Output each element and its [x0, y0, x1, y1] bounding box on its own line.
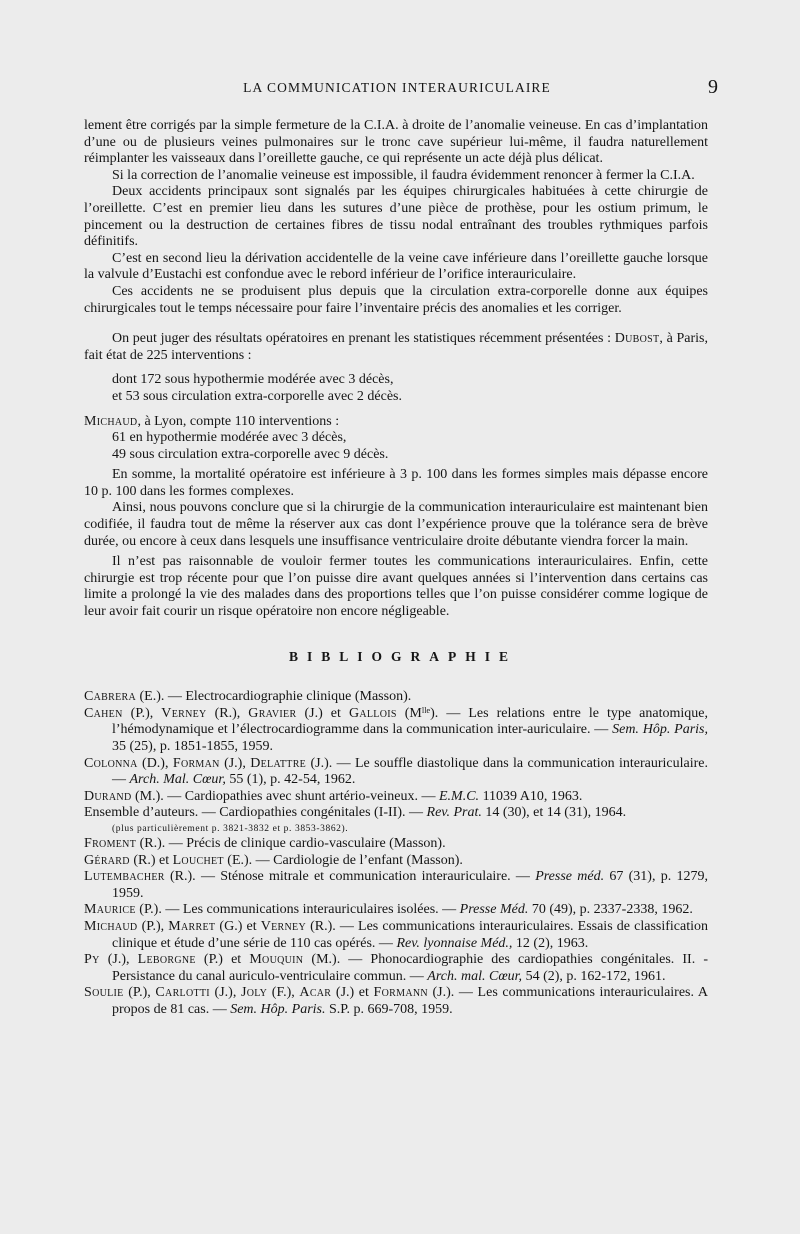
bibliography-entry	[84, 836, 708, 853]
journal-title: Arch. mal. Cœur,	[427, 968, 523, 984]
author-name: Louchet	[172, 852, 224, 868]
entry-text: (P.) et	[195, 952, 250, 968]
journal-title: Arch. Mal. Cœur,	[129, 772, 226, 788]
bibliography-entry	[84, 869, 708, 902]
paragraph: Il n’est pas raisonnable de vouloir fermer toutes les communications interauriculaires. Enfin, cette chirurgie est trop récente pour que l’on puisse dire avant quelques années si l’intervention dans certains cas limite a prolongé la vie des malades dans des proportions telles que l’on puisse considérer comme logique de leur avoir fait courir un risque opératoire non encore négligeable.	[84, 554, 708, 620]
author-name: Acar	[299, 985, 332, 1001]
running-title: LA COMMUNICATION INTERAURICULAIRE	[243, 80, 551, 95]
entry-text: (J.) et	[331, 985, 374, 1001]
paragraph-statistics	[84, 414, 708, 431]
entry-text: (M.). — Phonocardiographie des cardiopathies congénitales. II. - Persistance du canal auriculo-ventriculaire commun. —	[112, 952, 708, 984]
bibliography-entry	[84, 985, 708, 1018]
journal-title: Sem. Hôp. Paris,	[612, 722, 708, 738]
author-name: Maurice	[84, 902, 136, 918]
statistics-text: , à Paris, fait état de 225 interventions :	[84, 331, 709, 363]
author-name: Lutembacher	[84, 869, 165, 885]
author-name: Joly	[240, 985, 268, 1001]
paragraph: Ces accidents ne se produisent plus depuis que la circulation extra-corporelle donne aux équipes chirurgicales tout le temps nécessaire pour faire l’inventaire précis des anomalies et les corriger.	[84, 283, 708, 316]
journal-title: Presse Méd.	[459, 902, 529, 918]
paragraph: Si la correction de l’anomalie veineuse est impossible, il faudra évidemment renoncer à fermer la C.I.A.	[112, 167, 695, 183]
author-name: Formann	[373, 985, 428, 1001]
author-name: Cahen	[84, 705, 123, 721]
statistics-line: dont 172 sous hypothermie modérée avec 3 décès,	[112, 372, 394, 388]
journal-title: Sem. Hôp. Paris.	[230, 1001, 326, 1017]
entry-text: (E.). — Cardiologie de l’enfant (Masson).	[223, 852, 463, 868]
entry-text: 35 (25), p. 1851-1855, 1959.	[112, 739, 273, 754]
entry-text: (J.),	[219, 755, 251, 771]
entry-text: (J.),	[209, 985, 241, 1001]
author-name: Gérard	[84, 852, 130, 868]
entry-text: (J.). — Les communications interauriculaires. A propos de 81 cas. —	[112, 985, 708, 1017]
author-name: Leborgne	[137, 952, 196, 968]
bibliography-entry	[84, 689, 708, 706]
paragraph: C’est en second lieu la dérivation accidentelle de la veine cave inférieure dans l’oreillette gauche lorsque la valvule d’Eustachi est confondue avec le rebord inférieur de l’orifice interauriculaire.	[84, 250, 708, 283]
page-number: 9	[708, 76, 718, 98]
author-name: Verney	[260, 918, 306, 934]
bibliography-list	[84, 689, 708, 1018]
entry-text: 14 (30), et 14 (31), 1964.	[481, 805, 627, 821]
journal-title: E.M.C.	[439, 788, 480, 804]
statistics-line: 49 sous circulation extra-corporelle avec 9 décès.	[112, 446, 389, 462]
statistics-lead: On peut juger des résultats opératoires en prenant les statistiques récemment présentées :	[112, 331, 612, 347]
author-name: Colonna	[84, 755, 138, 771]
entry-text: S.P. p. 669-708, 1959.	[325, 1001, 453, 1017]
entry-text: 55 (1), p. 42-54, 1962.	[225, 772, 356, 788]
author-name: Durand	[84, 788, 132, 804]
paragraph-statistics	[84, 331, 708, 364]
entry-text: 54 (2), p. 162-172, 1961.	[522, 968, 666, 984]
paragraph: lement être corrigés par la simple fermeture de la C.I.A. à droite de l’anomalie veineuse. En cas d’implantation d’une ou de plusieurs veines pulmonaires sur le tronc cave supérieur lui-même, il faudra naturellement réimplanter les vaisseaux dans l’oreillette gauche, ce qui représente un acte déjà plus délicat.	[84, 118, 708, 167]
entry-text: (P.),	[123, 985, 156, 1001]
journal-title: Rev. Prat.	[426, 805, 482, 821]
statistics-text: , à Lyon, compte 110 interventions :	[137, 413, 340, 429]
paragraph: Ainsi, nous pouvons conclure que si la chirurgie de la communication interauriculaire est maintenant bien codifiée, il faudra tout de même la réserver aux cas dont l’expérience prouve que la tolérance sera de brève durée, ou encore à ceux dans lesquels une insuffisance ventriculaire droite débutante viendra forcer la main.	[84, 500, 708, 549]
author-name: Delattre	[250, 755, 307, 771]
bibliography-entry	[84, 805, 708, 822]
article-body	[84, 118, 708, 1019]
statistics-line: 61 en hypothermie modérée avec 3 décès,	[112, 430, 347, 446]
journal-title: Rev. lyonnaise Méd.,	[396, 935, 513, 951]
author-name: Marret	[168, 918, 216, 934]
bibliography-entry	[84, 756, 708, 789]
entry-text: (D.),	[137, 755, 173, 771]
author-name: Michaud	[84, 918, 138, 934]
bibliography-entry	[84, 789, 708, 806]
entry-text: 70 (49), p. 2337-2338, 1962.	[528, 902, 693, 918]
author-name: Verney	[161, 705, 207, 721]
bibliography-entry	[84, 853, 708, 870]
entry-text: 12 (2), 1963.	[512, 935, 589, 951]
author-name: Dubost	[614, 331, 660, 347]
bibliography-entry	[84, 919, 708, 952]
entry-text: (R.). — Les communications interauriculaires. Essais de classification clinique et étude d’une série de 110 cas opérés. —	[112, 918, 708, 951]
entry-text: (F.),	[267, 985, 300, 1001]
bibliography-entry	[84, 902, 708, 919]
entry-text: (J.),	[99, 952, 138, 968]
bibliography-entry	[84, 706, 708, 756]
paragraph: Deux accidents principaux sont signalés par les équipes chirurgicales habituées à cette chirurgie de l’oreillette. C’est en premier lieu dans les sutures d’une pièce de prothèse, pour les ostium primum, le pincement ou la destruction de certaines fibres de tissu nodal entraînant des troubles rythmiques parfois définitifs.	[84, 184, 708, 250]
author-name: Carlotti	[155, 985, 210, 1001]
entry-text: (R.). — Sténose mitrale et communication interauriculaire. —	[164, 869, 536, 885]
author-name: Froment	[84, 835, 137, 851]
entry-text: (G.) et	[215, 918, 261, 934]
author-name: Gallois	[348, 705, 397, 721]
entry-text: (P.),	[137, 918, 169, 934]
entry-text: (Mˡˡᵉ). — Les relations entre le type anatomique, l’hémodynamique et l’électrocardiogramme dans la communication inter-auriculaire. —	[112, 705, 708, 738]
page-header	[84, 76, 718, 100]
paragraph: En somme, la mortalité opératoire est inférieure à 3 p. 100 dans les formes simples mais dépasse encore 10 p. 100 dans les formes complexes.	[84, 467, 708, 499]
bibliography-heading: BIBLIOGRAPHIE	[288, 648, 518, 664]
entry-text: (J.). — Le souffle diastolique dans la communication interauriculaire. —	[112, 755, 708, 788]
author-name: Gravier	[248, 705, 297, 721]
entry-text: 67 (31), p. 1279, 1959.	[112, 869, 708, 901]
bibliography-note: (plus particulièrement p. 3821-3832 et p. 3853-3862).	[112, 823, 349, 834]
entry-text: (P.),	[122, 705, 162, 721]
author-name: Soulie	[84, 985, 124, 1001]
journal-title: Presse méd.	[535, 869, 605, 885]
author-name: Mouquin	[249, 952, 304, 968]
author-name: Py	[84, 952, 100, 968]
entry-text: (E.). — Electrocardiographie clinique (Masson).	[136, 689, 412, 705]
entry-text: (R.),	[206, 705, 249, 721]
entry-text: (R.) et	[129, 852, 173, 868]
entry-text: Ensemble d’auteurs. — Cardiopathies congénitales (I-II). —	[84, 805, 427, 821]
entry-text: 11039 A10, 1963.	[479, 788, 583, 804]
statistics-line: et 53 sous circulation extra-corporelle avec 2 décès.	[112, 388, 402, 404]
author-name: Michaud	[84, 413, 138, 429]
entry-text: (P.). — Les communications interauriculaires isolées. —	[135, 902, 460, 918]
entry-text: (R.). — Précis de clinique cardio-vasculaire (Masson).	[136, 835, 446, 851]
bibliography-entry	[84, 952, 708, 985]
author-name: Cabrera	[84, 689, 136, 705]
entry-text: (M.). — Cardiopathies avec shunt artério-veineux. —	[131, 788, 439, 804]
author-name: Forman	[172, 755, 220, 771]
entry-text: (J.) et	[296, 705, 349, 721]
